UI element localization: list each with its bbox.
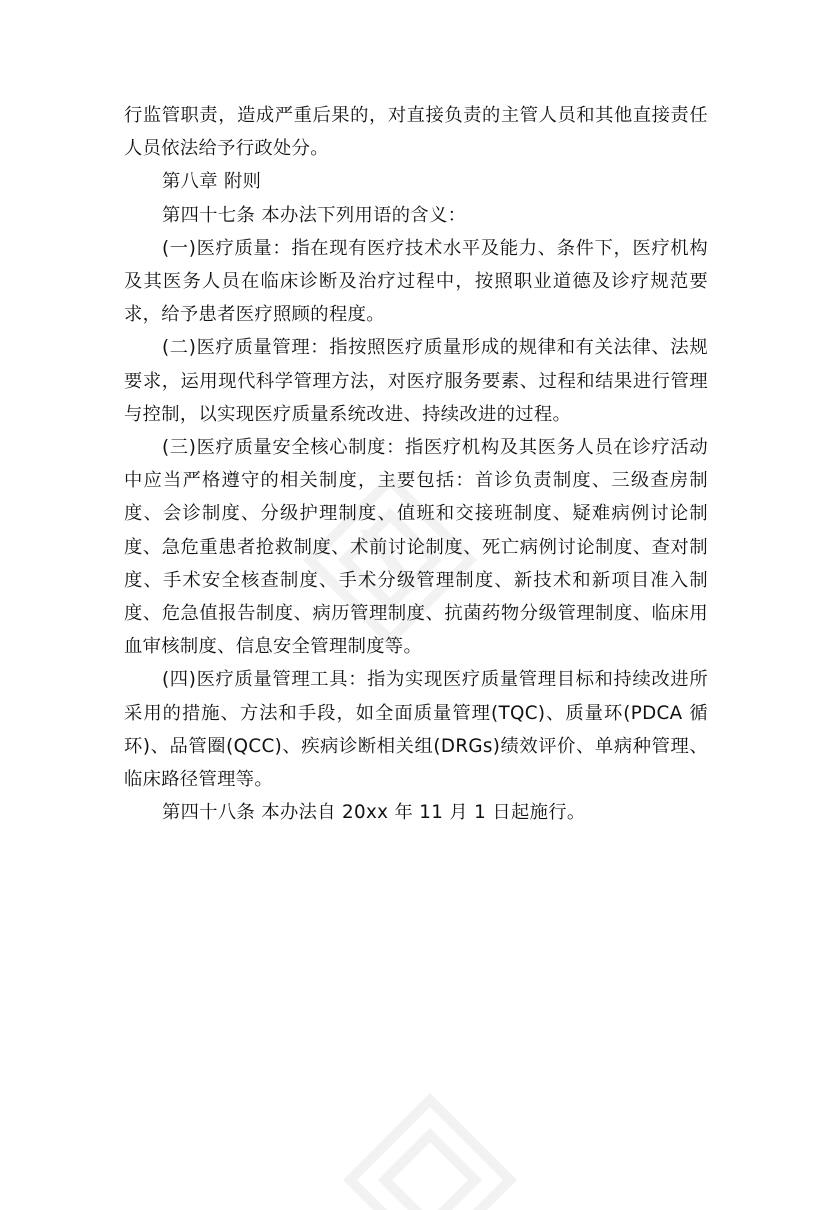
definition-quality-management: (二)医疗质量管理：指按照医疗质量形成的规律和有关法律、法规要求，运用现代科学管理方法，对医疗服务要素、过程和结果进行管理与控制，以实现医疗质量系统改进、持续改进的过程。 <box>124 337 708 425</box>
article-48: 第四十八条 本办法自 20xx 年 11 月 1 日起施行。 <box>162 802 586 824</box>
article-47-heading: 第四十七条 本办法下列用语的含义： <box>162 204 467 226</box>
diamond-logo-icon <box>340 1090 520 1210</box>
definition-core-systems: (三)医疗质量安全核心制度：指医疗机构及其医务人员在诊疗活动中应当严格遵守的相关制度，主要包括：首诊负责制度、三级查房制度、会诊制度、分级护理制度、值班和交接班制度、疑难病例讨论制度、急危重患者抢救制度、术前讨论制度、死亡病例讨论制度、查对制度、手术安全核查制度、手术分级管理制度、新技术和新项目准入制度、危急值报告制度、病历管理制度、抗菌药物分级管理制度、临床用血审核制度、信息安全管理制度等。 <box>124 437 708 658</box>
chapter-heading: 第八章 附则 <box>162 171 262 193</box>
definition-management-tools: (四)医疗质量管理工具：指为实现医疗质量管理目标和持续改进所采用的措施、方法和手段，如全面质量管理(TQC)、质量环(PDCA 循环)、品管圈(QCC)、疾病诊断相关组(DRGs)绩效评价、单病种管理、临床路径管理等。 <box>124 669 708 791</box>
paragraph-continuation: 行监管职责，造成严重后果的，对直接负责的主管人员和其他直接责任人员依法给予行政处分。 <box>124 105 708 160</box>
definition-medical-quality: (一)医疗质量：指在现有医疗技术水平及能力、条件下，医疗机构及其医务人员在临床诊断及治疗过程中，按照职业道德及诊疗规范要求，给予患者医疗照顾的程度。 <box>124 237 708 326</box>
document-body <box>124 99 708 829</box>
